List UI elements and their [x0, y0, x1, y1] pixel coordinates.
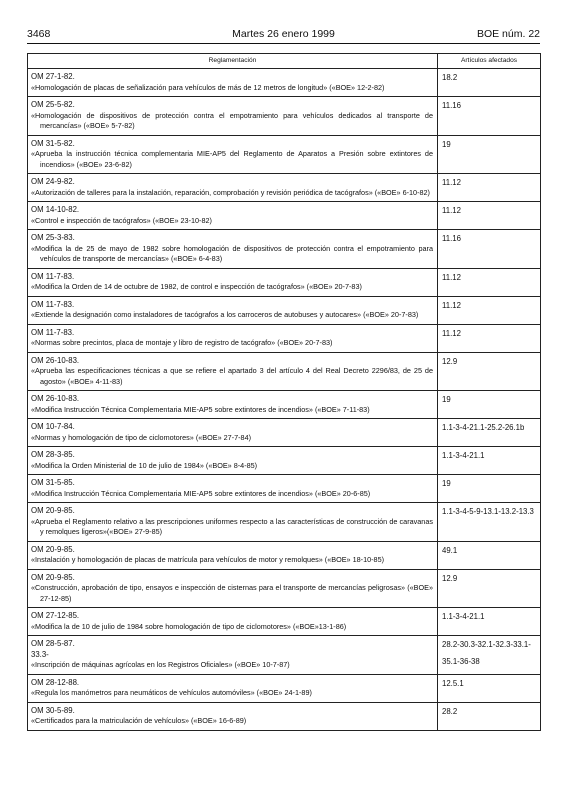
regulation-cell	[28, 569, 438, 608]
affected-articles-cell	[438, 97, 541, 136]
table-row	[28, 447, 541, 475]
column-header-articulos: Artículos afectados	[438, 54, 541, 69]
table-row	[28, 296, 541, 324]
regulation-cell	[28, 447, 438, 475]
regulation-description: «Modifica la de 25 de mayo de 1982 sobre homologación de dispositivos de protección contra el empotramiento para vehículos de transporte de mercancías» («BOE» 6-4-83)	[31, 243, 433, 263]
regulation-cell	[28, 636, 438, 675]
regulation-reference: OM 31-5-85.	[31, 478, 75, 487]
affected-articles-cell	[438, 702, 541, 730]
regulation-reference: OM 31-5-82.	[31, 138, 75, 148]
regulation-reference: OM 28-12-88.	[31, 677, 80, 687]
regulation-cell	[28, 419, 438, 447]
regulation-description: «Autorización de talleres para la instalación, reparación, comprobación y revisión periódica de tacógrafos» («BOE» 6-10-82)	[31, 187, 430, 197]
affected-articles-cell	[438, 174, 541, 202]
regulation-cell	[28, 608, 438, 636]
affected-articles-cell	[438, 296, 541, 324]
regulation-cell	[28, 202, 438, 230]
regulation-reference-continuation: 33.3-	[31, 649, 49, 659]
affected-articles-cell	[438, 230, 541, 269]
regulation-description: «Aprueba la instrucción técnica complementaria MIE-AP5 del Reglamento de Aparatos a Presión sobre extintores de incendios» («BOE» 23-6-82)	[31, 149, 433, 169]
affected-articles: 12.5.1	[442, 678, 464, 688]
table-row	[28, 569, 541, 608]
table-row	[28, 268, 541, 296]
regulation-reference: OM 10-7-84.	[31, 422, 75, 431]
regulation-reference: OM 20-9-85.	[31, 544, 75, 554]
table-row	[28, 391, 541, 419]
table-row	[28, 69, 541, 97]
regulation-reference: OM 27-12-85.	[31, 611, 80, 620]
regulation-cell	[28, 674, 438, 702]
affected-articles-continuation: 35.1-36-38	[442, 656, 480, 666]
affected-articles: 11.12	[442, 272, 461, 282]
table-header-row	[28, 54, 541, 69]
regulation-cell	[28, 97, 438, 136]
affected-articles: 11.12	[442, 206, 461, 215]
regulation-description: «Modifica la de 10 de julio de 1984 sobre homologación de tipo de ciclomotores» («BOE»13-1-86)	[31, 621, 347, 631]
regulation-description: «Modifica Instrucción Técnica Complementaria MIE-AP5 sobre extintores de incendios» («BOE» 20-6-85)	[31, 488, 371, 498]
regulation-description: «Inscripción de máquinas agrícolas en los Registros Oficiales» («BOE» 10-7-87)	[31, 660, 290, 669]
affected-articles-cell	[438, 135, 541, 174]
affected-articles: 19	[442, 395, 451, 404]
regulation-cell	[28, 230, 438, 269]
regulation-reference: OM 11-7-83.	[31, 299, 75, 309]
affected-articles: 19	[442, 139, 451, 149]
table-row	[28, 352, 541, 391]
regulation-reference: OM 25-3-83.	[31, 233, 75, 242]
regulation-cell	[28, 702, 438, 730]
affected-articles-cell	[438, 503, 541, 542]
regulation-reference: OM 11-7-83.	[31, 271, 75, 281]
regulation-cell	[28, 324, 438, 352]
regulation-description: «Control e inspección de tacógrafos» («BOE» 23-10-82)	[31, 215, 212, 225]
affected-articles-cell	[438, 202, 541, 230]
regulation-description: «Modifica la Orden de 14 de octubre de 1982, de control e inspección de tacógrafos» («BOE» 20-7-83)	[31, 282, 362, 291]
table-row	[28, 636, 541, 675]
regulation-reference: OM 26-10-83.	[31, 355, 80, 365]
affected-articles-cell	[438, 674, 541, 702]
table-row	[28, 702, 541, 730]
affected-articles-cell	[438, 636, 541, 675]
regulation-description: «Modifica Instrucción Técnica Complementaria MIE-AP5 sobre extintores de incendios» («BOE» 7-11-83)	[31, 404, 370, 414]
table-row	[28, 475, 541, 503]
regulation-description: «Aprueba las especificaciones técnicas a que se refiere el apartado 3 del artículo 4 del Real Decreto 2296/83, de 25 de agosto» («BOE» 4-11-83)	[31, 366, 433, 386]
regulation-description: «Modifica la Orden Ministerial de 10 de julio de 1984» («BOE» 8-4-85)	[31, 460, 258, 470]
table-row	[28, 230, 541, 269]
regulation-reference: OM 27-1-82.	[31, 72, 75, 81]
regulation-reference: OM 14-10-82.	[31, 205, 80, 214]
affected-articles: 11.16	[442, 101, 461, 110]
regulation-description: «Aprueba el Reglamento relativo a las prescripciones uniformes respecto a las características de construcción de caravanas y remolques ligeros»(«BOE» 27-9-85)	[31, 516, 433, 536]
page-header	[27, 27, 540, 41]
regulation-reference: OM 11-7-83.	[31, 327, 75, 337]
table-row	[28, 503, 541, 542]
affected-articles-cell	[438, 608, 541, 636]
affected-articles: 12.9	[442, 573, 458, 583]
regulation-cell	[28, 69, 438, 97]
regulation-description: «Extiende la designación como instaladores de tacógrafos a los carroceros de autobuses y autocares» («BOE» 20-7-83)	[31, 310, 419, 319]
regulation-description: «Instalación y homologación de placas de matrícula para vehículos de motor y remolques» («BOE» 18-10-85)	[31, 555, 385, 564]
regulation-description: «Normas y homologación de tipo de ciclomotores» («BOE» 27-7-84)	[31, 432, 252, 442]
affected-articles: 1.1-3-4-5-9-13.1-13.2-13.3	[442, 507, 534, 516]
affected-articles: 19	[442, 479, 451, 488]
table-row	[28, 324, 541, 352]
regulation-cell	[28, 135, 438, 174]
regulation-cell	[28, 296, 438, 324]
regulation-reference: OM 24-9-82.	[31, 177, 75, 186]
regulation-cell	[28, 541, 438, 569]
affected-articles: 49.1	[442, 545, 458, 555]
regulation-cell	[28, 391, 438, 419]
affected-articles-cell	[438, 541, 541, 569]
affected-articles-cell	[438, 447, 541, 475]
table-row	[28, 174, 541, 202]
affected-articles: 11.16	[442, 234, 461, 243]
regulation-reference: OM 26-10-83.	[31, 394, 80, 403]
affected-articles: 28.2	[442, 706, 458, 716]
page-number: 3468	[27, 28, 51, 40]
affected-articles-cell	[438, 324, 541, 352]
regulation-cell	[28, 475, 438, 503]
affected-articles-cell	[438, 352, 541, 391]
affected-articles: 11.12	[442, 300, 461, 310]
publication-date: Martes 26 enero 1999	[232, 28, 335, 40]
regulation-cell	[28, 268, 438, 296]
affected-articles-cell	[438, 475, 541, 503]
affected-articles: 1.1-3-4-21.1	[442, 612, 485, 621]
regulation-reference: OM 28-3-85.	[31, 450, 75, 459]
affected-articles: 11.12	[442, 178, 461, 187]
regulation-description: «Homologación de placas de señalización para vehículos de más de 12 metros de longitud» («BOE» 12-2-82)	[31, 82, 385, 92]
table-row	[28, 202, 541, 230]
regulation-description: «Certificados para la matriculación de vehículos» («BOE» 16-6-89)	[31, 716, 247, 725]
affected-articles-cell	[438, 268, 541, 296]
affected-articles-cell	[438, 391, 541, 419]
regulation-reference: OM 28-5-87.	[31, 639, 75, 648]
affected-articles: 12.9	[442, 356, 458, 366]
affected-articles: 11.12	[442, 328, 461, 338]
affected-articles-cell	[438, 69, 541, 97]
table-row	[28, 135, 541, 174]
affected-articles-cell	[438, 569, 541, 608]
table-row	[28, 541, 541, 569]
regulation-reference: OM 20-9-85.	[31, 506, 75, 515]
regulations-table	[27, 53, 541, 731]
regulation-cell	[28, 352, 438, 391]
regulation-cell	[28, 503, 438, 542]
affected-articles: 1.1-3-4-21.1-25.2-26.1b	[442, 423, 525, 432]
column-header-reglamentacion: Reglamentación	[28, 54, 438, 69]
header-rule	[27, 43, 540, 44]
regulation-cell	[28, 174, 438, 202]
regulation-reference: OM 30-5-89.	[31, 705, 75, 715]
regulation-reference: OM 20-9-85.	[31, 572, 75, 582]
regulation-description: «Homologación de dispositivos de protección contra el empotramiento para vehículos dedicados al transporte de mercancías» («BOE» 5-7-82)	[31, 110, 433, 130]
affected-articles: 1.1-3-4-21.1	[442, 451, 485, 460]
affected-articles: 18.2	[442, 73, 458, 82]
affected-articles-cell	[438, 419, 541, 447]
regulation-description: «Normas sobre precintos, placa de montaje y libro de registro de tacógrafo» («BOE» 20-7-83)	[31, 338, 333, 347]
regulation-reference: OM 25-5-82.	[31, 100, 75, 109]
boe-issue-number: BOE núm. 22	[476, 28, 540, 40]
regulation-description: «Regula los manómetros para neumáticos de vehículos automóviles» («BOE» 24-1-89)	[31, 688, 312, 697]
table-row	[28, 97, 541, 136]
table-row	[28, 419, 541, 447]
regulation-description: «Construcción, aprobación de tipo, ensayos e inspección de cisternas para el transporte de mercancías peligrosas» («BOE» 27-12-85)	[31, 583, 433, 603]
table-row	[28, 608, 541, 636]
affected-articles: 28.2-30.3-32.1-32.3-33.1-	[442, 640, 531, 649]
table-row	[28, 674, 541, 702]
